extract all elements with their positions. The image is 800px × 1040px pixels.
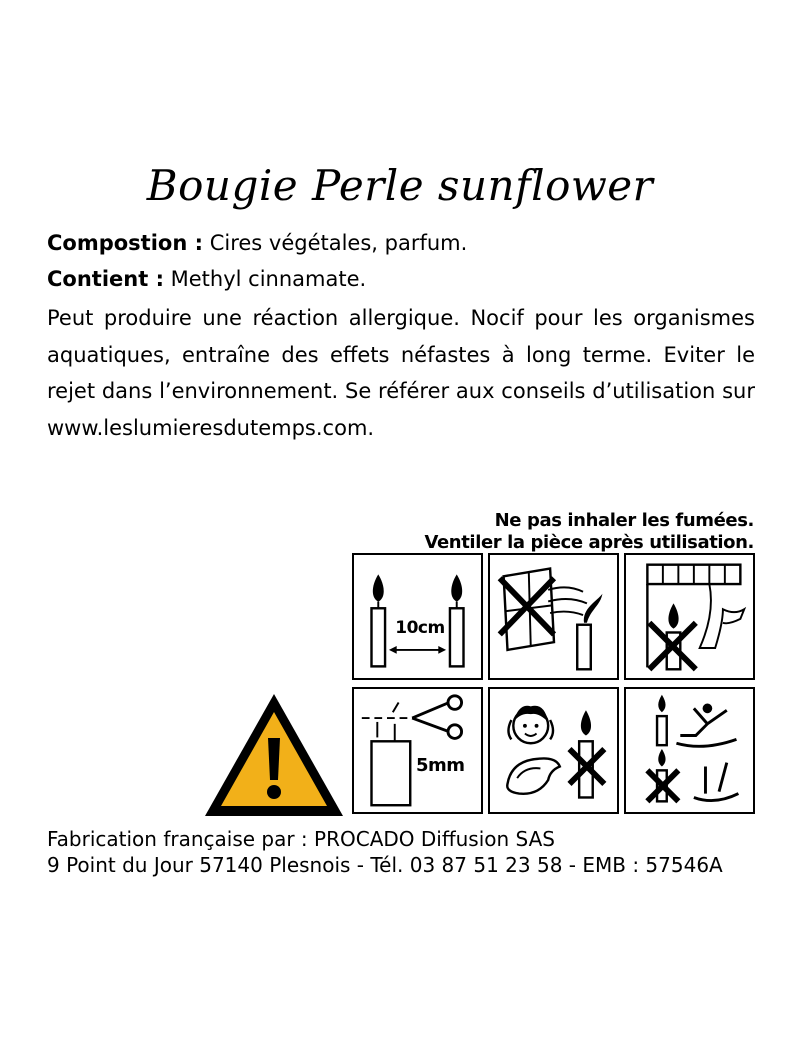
keep-away-children-pets-icon (488, 687, 619, 814)
footer-line-1: Fabrication française par : PROCADO Diffusion SAS (47, 827, 555, 851)
no-curtains-icon (624, 553, 755, 680)
safety-pictogram-grid (352, 553, 755, 814)
safety-line-2: Ventiler la pièce après utilisation. (424, 532, 754, 553)
safety-line-1: Ne pas inhaler les fumées. (494, 510, 754, 531)
warning-paragraph: Peut produire une réaction allergique. Nocif pour les organismes aquatiques, entraîne des effets néfastes à long terme. Eviter le rejet dans l’environnement. Se référer aux conseils d’utilisation sur www.leslumieresdutemps.com. (47, 306, 755, 440)
candle-distance-icon (352, 553, 483, 680)
wick-length-label: 5mm (416, 755, 465, 776)
product-title: Bougie Perle sunflower (146, 161, 654, 210)
composition-value: Cires végétales, parfum. (203, 231, 468, 255)
composition-line (47, 228, 467, 258)
distance-label: 10cm (395, 618, 445, 638)
no-rocking-chair-icon (624, 687, 755, 814)
contains-line (47, 264, 366, 294)
contains-label: Contient : (47, 267, 164, 291)
composition-label: Compostion : (47, 231, 204, 255)
no-draft-icon (488, 553, 619, 680)
contains-value: Methyl cinnamate. (163, 267, 367, 291)
warning-triangle-icon (201, 690, 347, 822)
footer-line-2: 9 Point du Jour 57140 Plesnois - Tél. 03 87 51 23 58 - EMB : 57546A (47, 853, 723, 877)
trim-wick-icon (352, 687, 483, 814)
